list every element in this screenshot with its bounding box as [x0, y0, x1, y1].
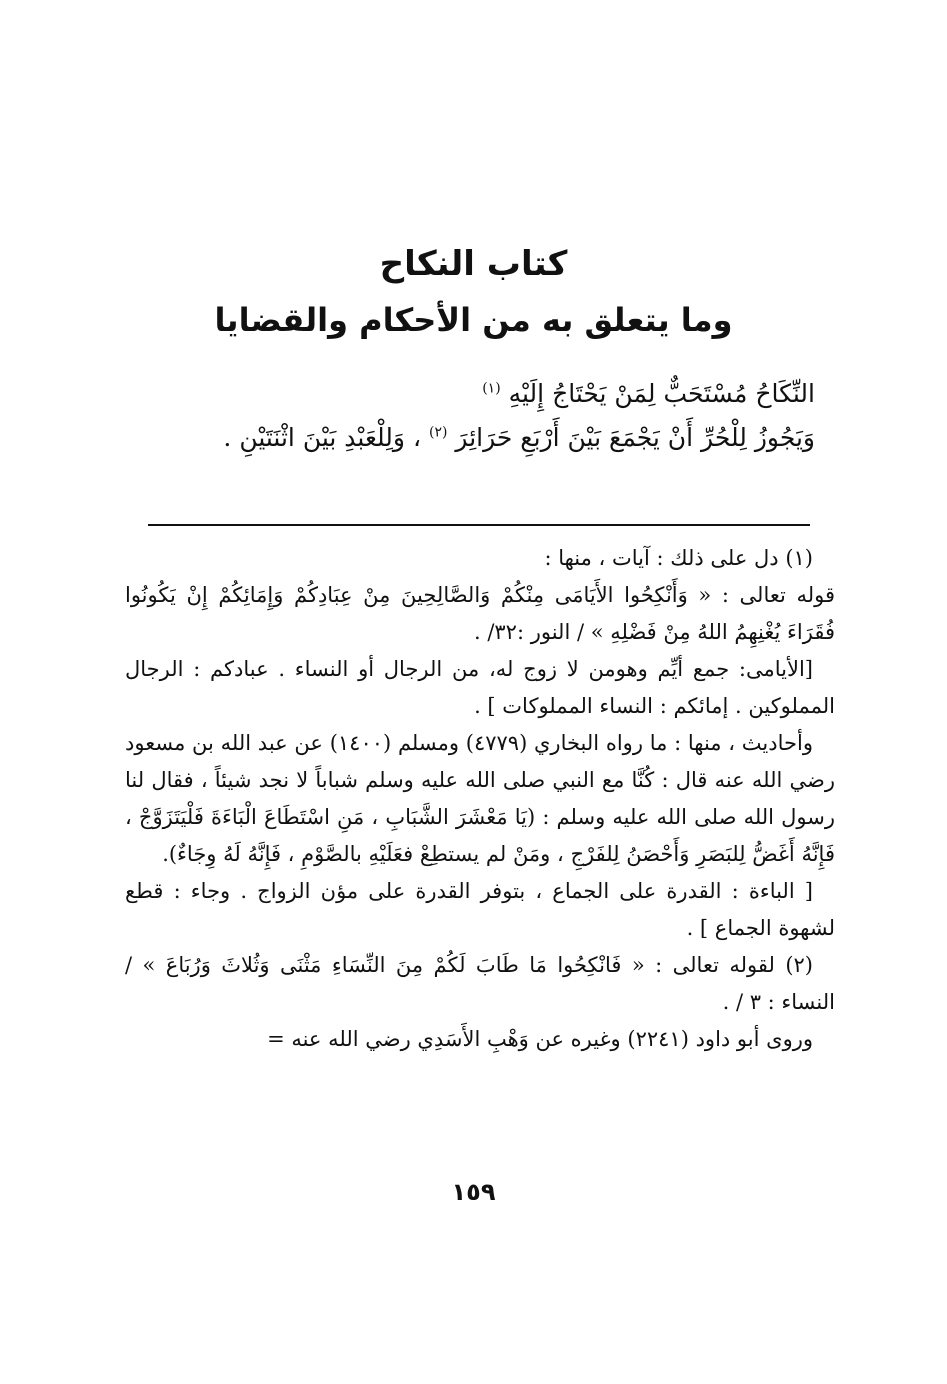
matn-line-2 — [135, 416, 835, 460]
note-1-hadith: وأحاديث ، منها : ما رواه البخاري (٤٧٧٩) ومسلم (١٤٠٠) عن عبد الله بن مسعود رضي الله عنه قال : كُنَّا مع النبي صلى الله عليه وسلم شباباً لا نجد شيئاً ، فقال لنا رسول الله صلى الله عليه وسلم : (يَا مَعْشَرَ الشَّبَابِ ، مَنِ اسْتَطَاعَ الْبَاءَةَ فَلْيَتَزَوَّجْ ، فَإِنَّهُ أَغَضُّ لِلبَصَرِ وَأَحْصَنُ لِلفَرْجِ ، ومَنْ لم يستطِعْ فعَلَيْهِ بالصَّوْمِ ، فَإِنَّهُ لَهُ وِجَاءٌ). — [125, 731, 835, 866]
chapter-subtitle: وما يتعلق به من الأحكام والقضايا — [214, 301, 733, 339]
note-2-tail: وروى أبو داود (٢٢٤١) وغيره عن وَهْبِ الأَسَدِي رضي الله عنه = — [267, 1027, 813, 1051]
footnote-separator — [148, 524, 810, 526]
chapter-heading — [0, 238, 947, 346]
matn-line-1 — [135, 372, 835, 416]
main-text — [135, 372, 835, 460]
chapter-title: كتاب النكاح — [379, 244, 568, 284]
footnotes — [125, 540, 835, 1058]
note-1-intro: (١) دل على ذلك : آيات ، منها : — [544, 546, 813, 570]
matn-text-2b: ، وَلِلْعَبْدِ بَيْنَ اثْنَتَيْنِ . — [223, 423, 422, 452]
matn-text-2a: وَيَجُوزُ لِلْحُرِّ أَنْ يَجْمَعَ بَيْنَ أَرْبَعِ حَرَائِرَ — [455, 423, 815, 452]
page-number: ١٥٩ — [451, 1178, 496, 1206]
note-1-verse: قوله تعالى : « وَأَنْكِحُوا الأَيَامَى مِنْكُمْ وَالصَّالِحِينَ مِنْ عِبَادِكُمْ وَإِمَائِكُمْ إِنْ يَكُونُوا فُقَرَاءَ يُغْنِهِمُ اللهُ مِنْ فَضْلِهِ » / النور :٣٢/ . — [125, 583, 835, 644]
note-1-gloss: [الأيامى: جمع أيِّم وهومن لا زوج له، من الرجال أو النساء . عبادكم : الرجال المملوكين . إمائكم : النساء المملوكات ] . — [125, 657, 835, 718]
footnote-ref-2: (٢) — [428, 424, 448, 441]
matn-text-1: النِّكَاحُ مُسْتَحَبٌّ لِمَنْ يَحْتَاجُ إِلَيْهِ — [508, 379, 815, 408]
note-2-verse: (٢) لقوله تعالى : « فَانْكِحُوا مَا طَابَ لَكُمْ مِنَ النِّسَاءِ مَثْنَى وَثُلاثَ وَرُبَاعَ » / النساء : ٣ / . — [125, 953, 835, 1014]
note-1-gloss-2: [ الباءة : القدرة على الجماع ، بتوفر القدرة على مؤن الزواج . وجاء : قطع لشهوة الجماع ] . — [125, 879, 835, 940]
footnote-ref-1: (١) — [482, 380, 501, 397]
